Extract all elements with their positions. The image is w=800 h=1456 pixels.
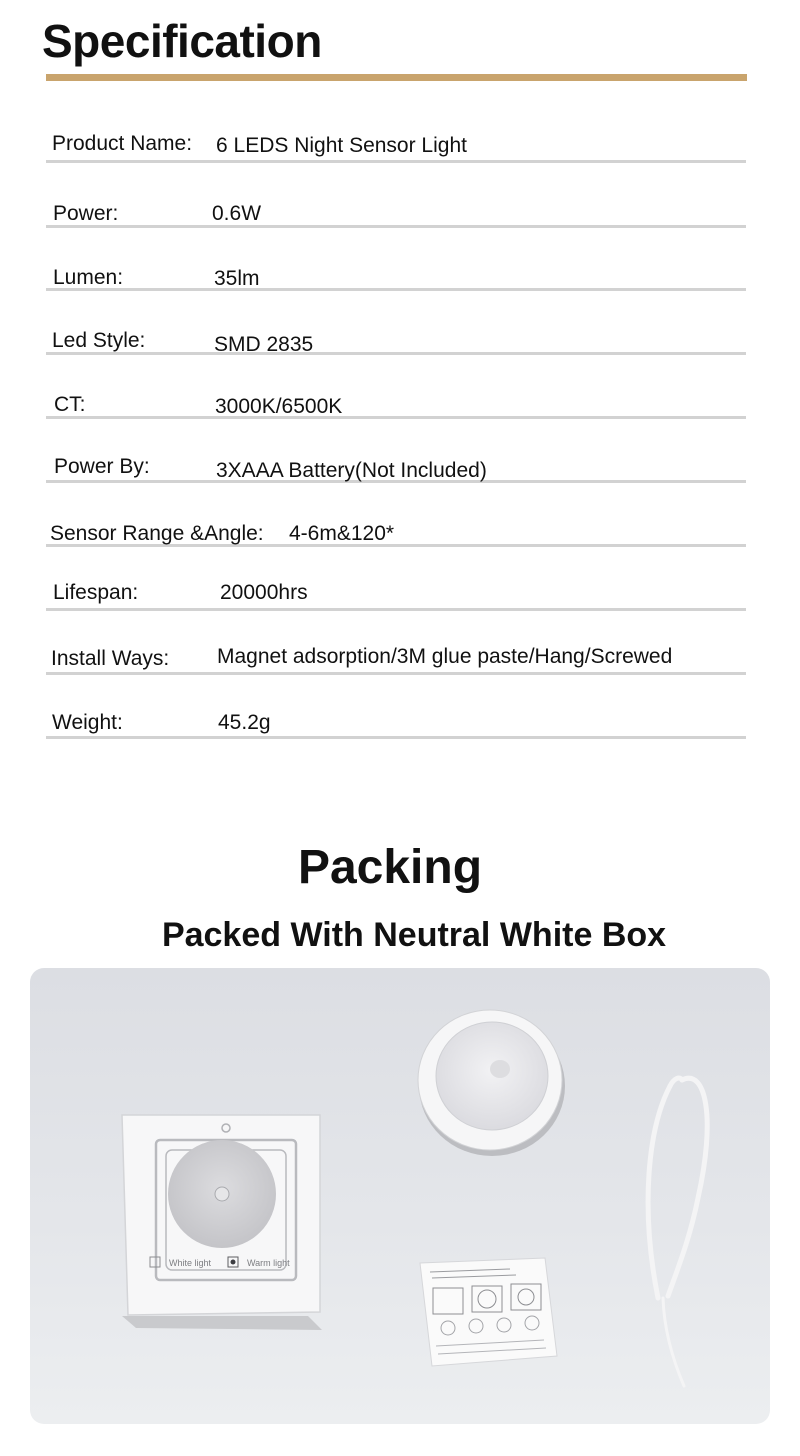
spec-label: Install Ways: [51,647,170,670]
spec-row-sensor-range [46,483,746,547]
spec-row-product-name [46,99,746,163]
spec-row-install-ways [46,611,746,675]
spec-row-ct [46,355,746,419]
spec-title: Specification [42,15,322,67]
spec-label: Lumen: [53,266,124,289]
packing-title: Packing [297,841,483,894]
spec-value: 45.2g [218,711,271,734]
spec-value: 3000K/6500K [215,395,343,418]
spec-value: 4-6m&120* [289,522,395,545]
packing-photo [30,968,770,1424]
spec-value: 6 LEDS Night Sensor Light [216,134,467,157]
spec-row-power-by [46,419,746,483]
spec-value: 3XAAA Battery(Not Included) [216,459,487,482]
spec-row-lumen [46,227,746,291]
spec-value: SMD 2835 [214,333,314,356]
spec-value: 0.6W [212,202,262,225]
spec-label: Product Name: [52,132,193,155]
spec-row-weight [46,675,746,739]
spec-row-led-style [46,291,746,355]
spec-label: Lifespan: [53,581,139,604]
spec-value: 35lm [214,267,260,290]
packing-subtitle: Packed With Neutral White Box [161,916,667,954]
spec-label: Led Style: [52,329,146,352]
sensor-lamp [418,1010,565,1156]
spec-label: CT: [54,393,86,416]
spec-row-power [46,164,746,228]
product-box [122,1115,322,1330]
spec-row-lifespan [46,547,746,611]
title-rule [46,74,747,81]
spec-value: 20000hrs [220,581,308,604]
packing-illustration [30,968,770,1424]
instruction-leaflet [420,1258,557,1366]
spec-label: Power By: [54,455,150,478]
spec-value: Magnet adsorption/3M glue paste/Hang/Screwed [217,645,673,668]
box-label-warm: Warm light [247,1258,290,1268]
spec-label: Weight: [52,711,123,734]
box-label-white: White light [169,1258,212,1268]
lanyard [648,1078,707,1386]
spec-label: Sensor Range &Angle: [50,522,264,545]
spec-label: Power: [53,202,119,225]
